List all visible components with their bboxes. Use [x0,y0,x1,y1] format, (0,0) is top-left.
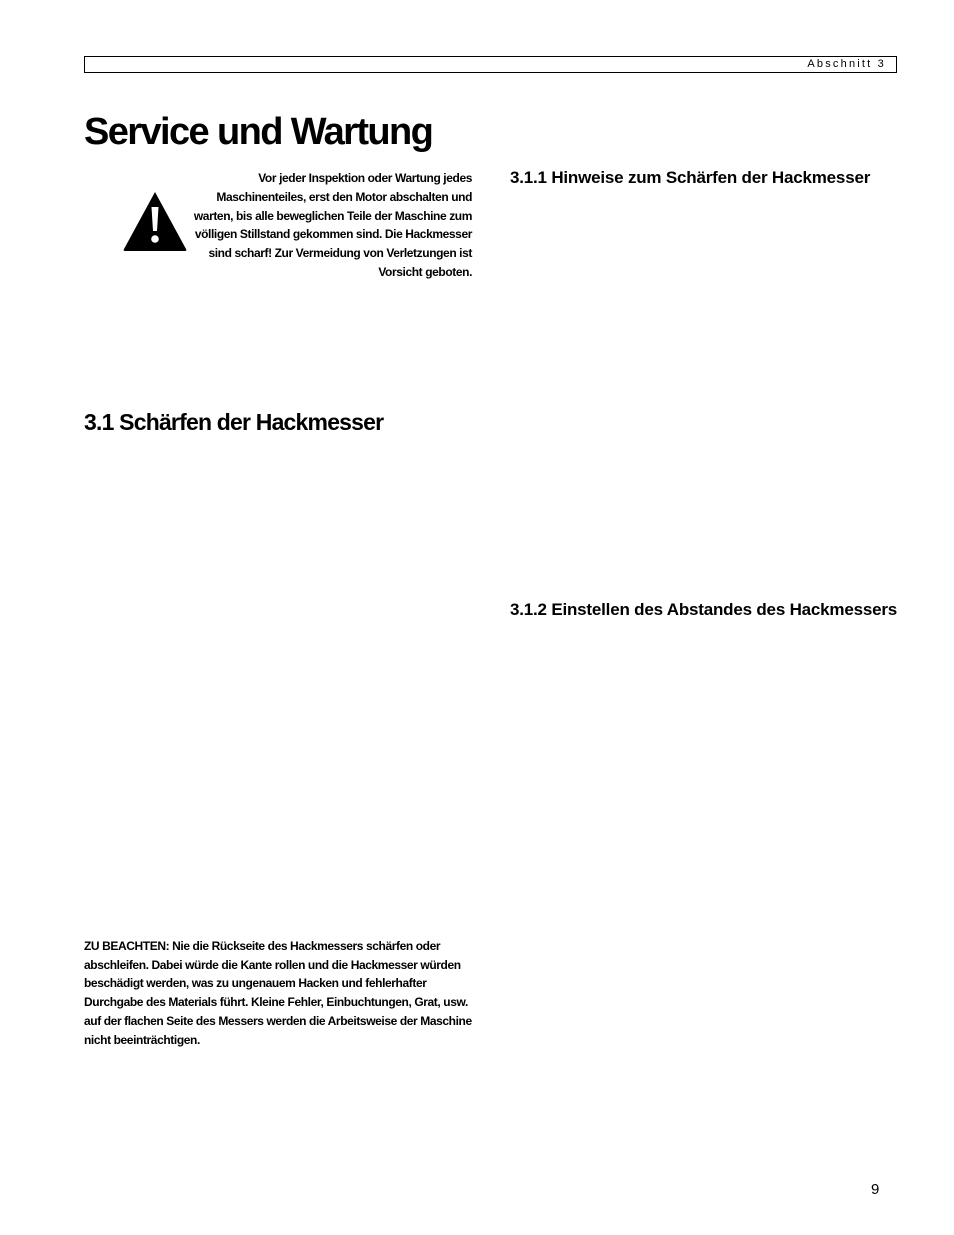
warning-triangle-icon [121,189,189,253]
sub-heading-3-1-1: 3.1.1 Hinweise zum Schärfen der Hackmesser [510,168,871,187]
note-text: ZU BEACHTEN: Nie die Rückseite des Hackmessers schärfen oder abschleifen. Dabei würde die Kante rollen und die Hackmesser würden beschädigt werden, was zu ungenauem Hacken und fehlerhafter Durchgabe des Materials führt. Kleine Fehler, Einbuchtungen, Grat, usw. auf der flachen Seite des Messers werden die Arbeitsweise der Maschine nicht beeinträchtigen. [84,939,472,1047]
page-title: Service und Wartung [84,111,433,153]
warning-text: Vor jeder Inspektion oder Wartung jedes Maschinenteiles, erst den Motor abschalten und warten, bis alle beweglichen Teile der Maschine zum völligen Stillstand gekommen sind. Die Hackmesser sind scharf! Zur Vermeidung von Verletzungen ist Vorsicht geboten. [193,171,472,279]
section-label: Abschnitt 3 [807,58,886,70]
section-heading-3-1: 3.1 Schärfen der Hackmesser [84,409,384,435]
page-number: 9 [871,1181,880,1198]
section-header-box [84,56,897,73]
sub-heading-3-1-2: 3.1.2 Einstellen des Abstandes des Hackmessers [510,600,898,619]
